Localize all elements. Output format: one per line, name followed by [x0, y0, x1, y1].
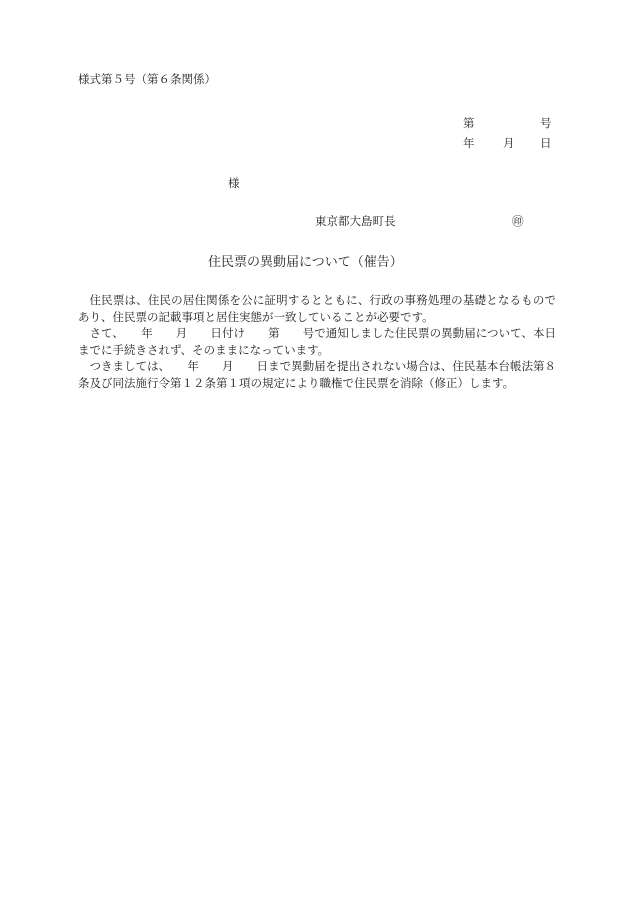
date-month-label: 月	[503, 136, 515, 150]
form-number: 様式第５号（第６条関係）	[78, 72, 216, 86]
paragraph-purpose: 住民票は、住民の居住関係を公に証明するとともに、行政の事務処理の基礎となるものであり、住民票の記載事項と居住実態が一致していることが必要です。	[78, 293, 556, 324]
document-number-label: 第	[463, 116, 475, 130]
date-year-label: 年	[463, 136, 475, 150]
recipient-honorific: 様	[228, 176, 240, 190]
document-number-suffix: 号	[540, 116, 552, 130]
document-title: 住民票の異動届について（催告）	[208, 255, 403, 270]
date-day-label: 日	[540, 136, 552, 150]
body-text	[78, 292, 556, 391]
paragraph-warning: つきましては、 年 月 日まで異動届を提出されない場合は、住民基本台帳法第８条及び同法施行令第１２条第１項の規定により職権で住民票を消除（修正）します。	[78, 359, 556, 390]
paragraph-notice: さて、 年 月 日付け 第 号で通知しました住民票の異動届について、本日までに手続きされず、そのままになっています。	[78, 326, 556, 357]
sender-name: 東京都大島町長	[315, 214, 396, 228]
seal-mark: ㊞	[512, 214, 524, 228]
